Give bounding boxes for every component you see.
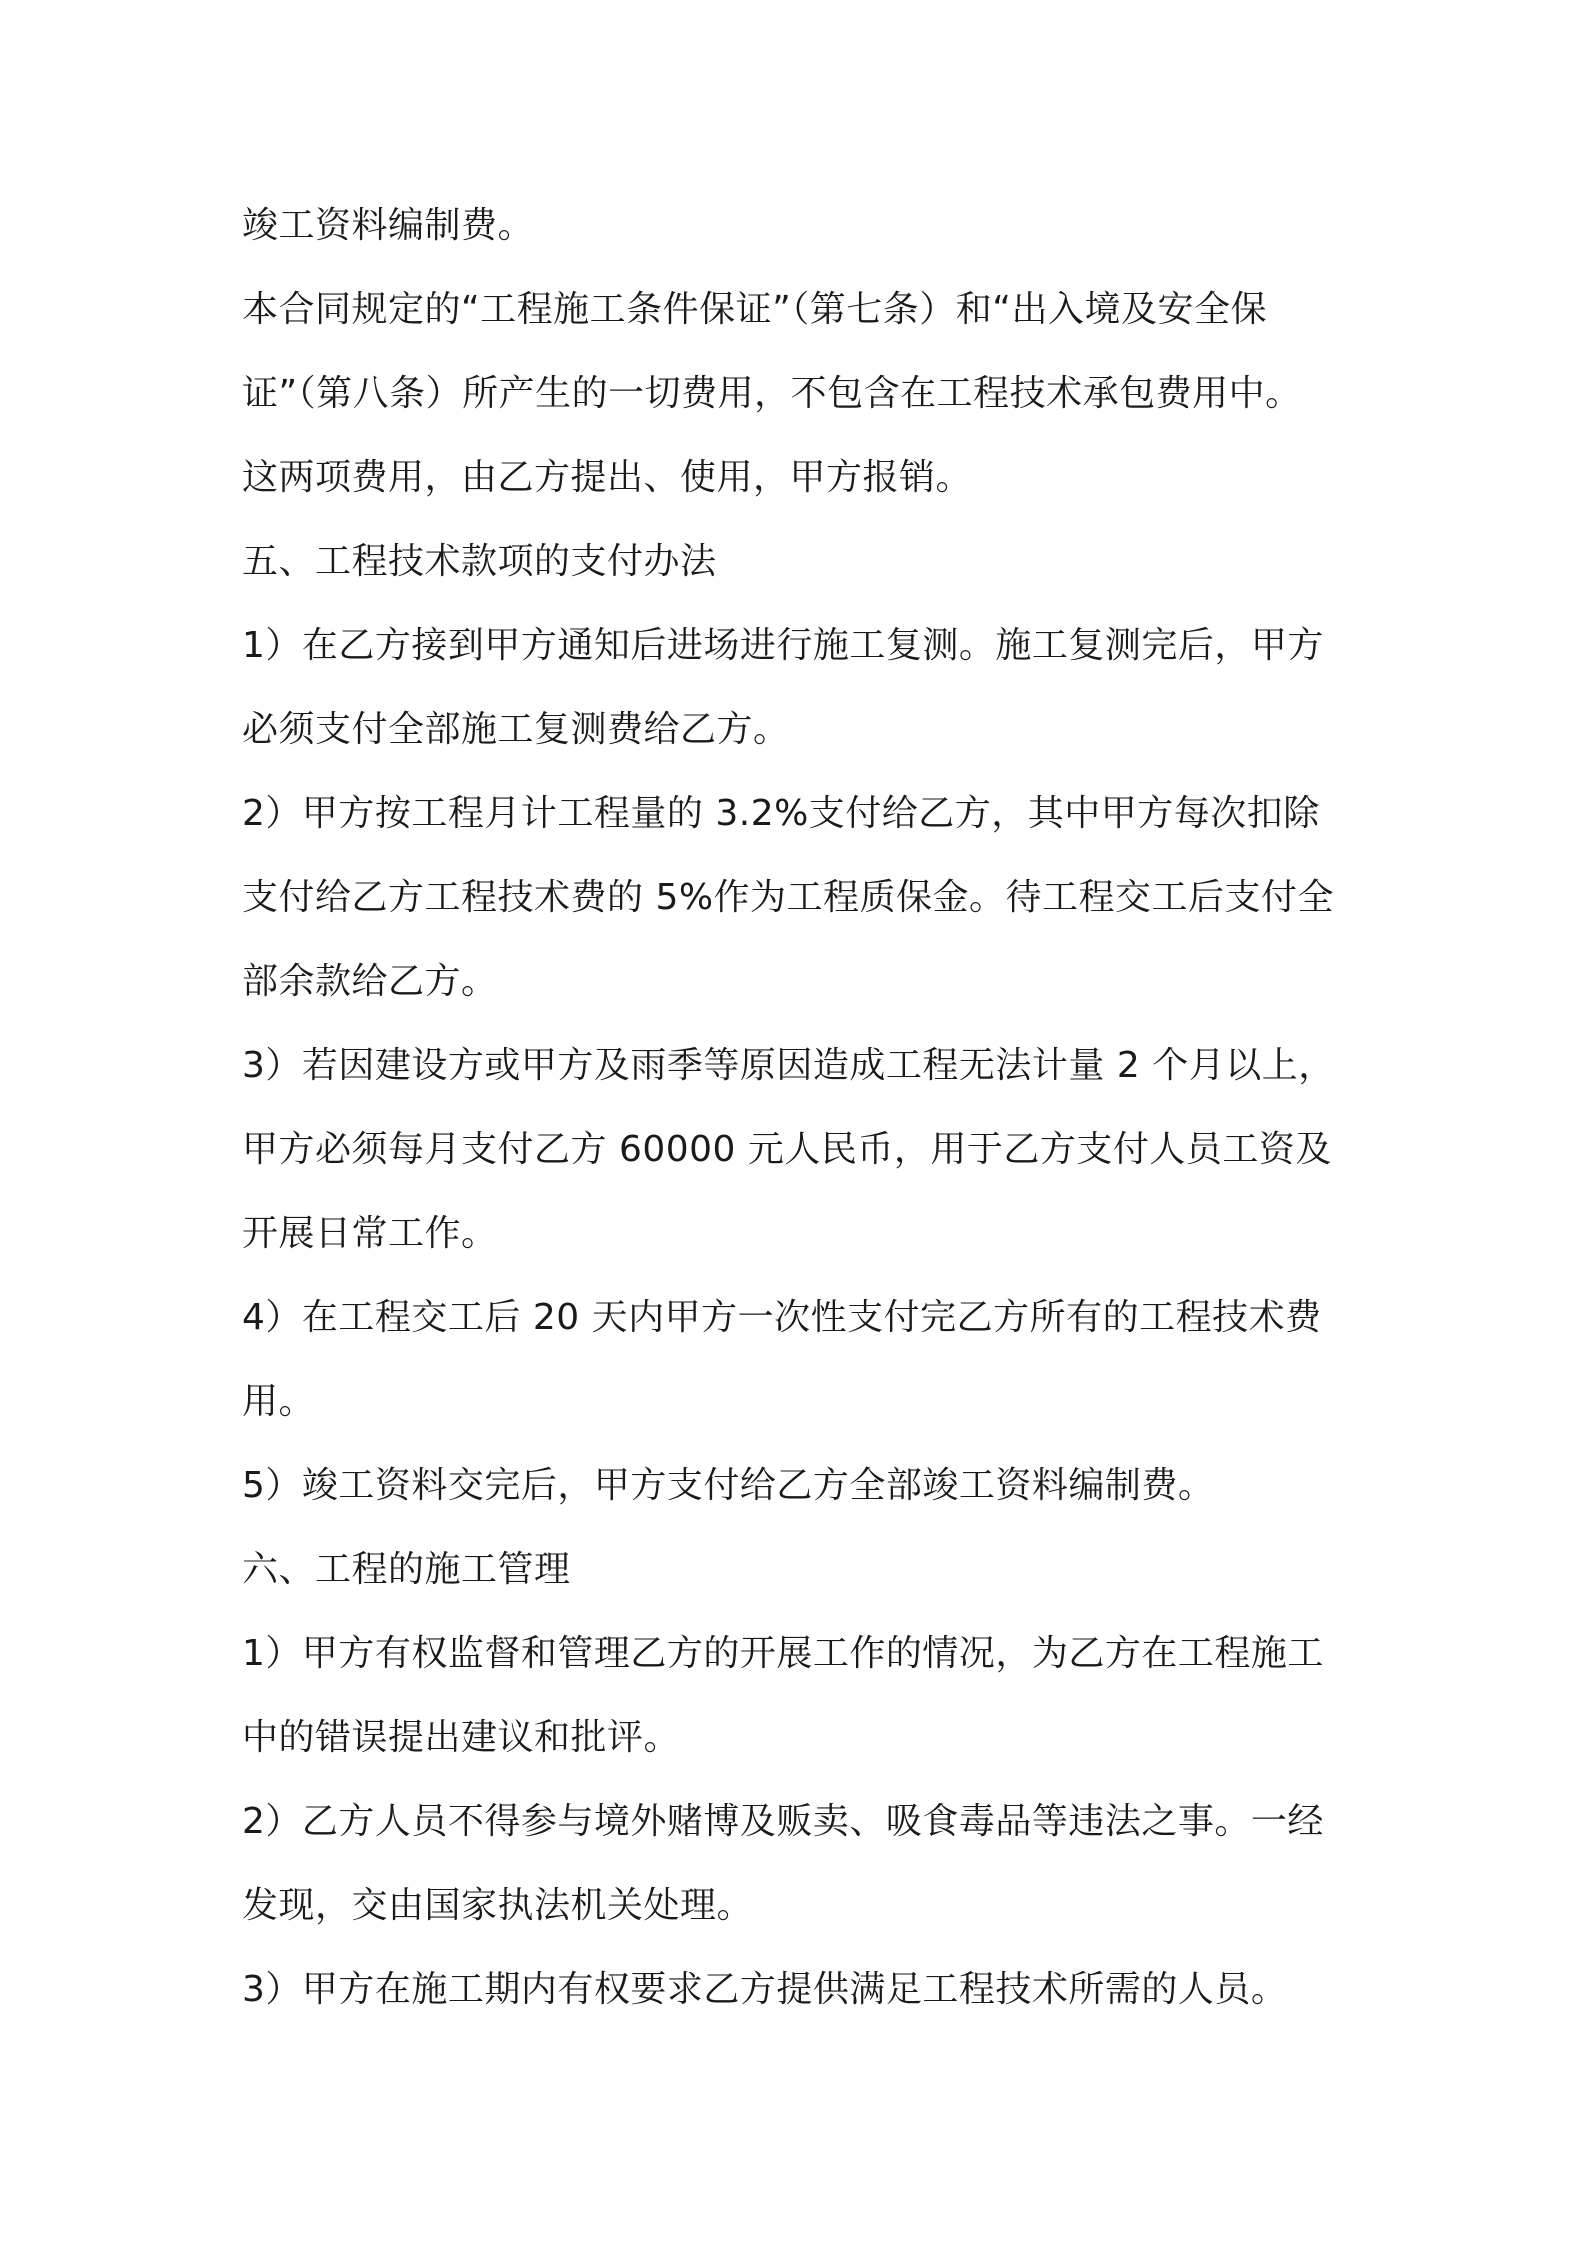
text-line-11: 3）若因建设方或甲方及雨季等原因造成工程无法计量 2 个月以上，	[242, 1045, 1335, 1086]
text-line-18: 1）甲方有权监督和管理乙方的开展工作的情况，为乙方在工程施工	[242, 1633, 1324, 1674]
document-page	[242, 204, 1362, 2052]
text-line-12: 甲方必须每月支付乙方 60000 元人民币，用于乙方支付人员工资及	[242, 1129, 1332, 1170]
text-line-6: 1）在乙方接到甲方通知后进场进行施工复测。施工复测完后，甲方	[242, 625, 1324, 666]
text-line-21: 发现，交由国家执法机关处理。	[242, 1885, 754, 1926]
text-line-13: 开展日常工作。	[242, 1213, 498, 1254]
text-line-4: 这两项费用，由乙方提出、使用，甲方报销。	[242, 457, 973, 498]
text-line-7: 必须支付全部施工复测费给乙方。	[242, 709, 790, 750]
text-line-8: 2）甲方按工程月计工程量的 3.2%支付给乙方，其中甲方每次扣除	[242, 793, 1320, 834]
text-line-10: 部余款给乙方。	[242, 961, 498, 1002]
text-line-1: 竣工资料编制费。	[242, 205, 535, 246]
text-line-15: 用。	[242, 1381, 316, 1422]
text-line-19: 中的错误提出建议和批评。	[242, 1717, 681, 1758]
section-heading-6: 六、工程的施工管理	[242, 1549, 571, 1590]
text-line-16: 5）竣工资料交完后，甲方支付给乙方全部竣工资料编制费。	[242, 1465, 1215, 1506]
section-heading-5: 五、工程技术款项的支付办法	[242, 541, 717, 582]
text-line-14: 4）在工程交工后 20 天内甲方一次性支付完乙方所有的工程技术费	[242, 1297, 1322, 1338]
text-line-20: 2）乙方人员不得参与境外赌博及贩卖、吸食毒品等违法之事。一经	[242, 1801, 1324, 1842]
text-line-2: 本合同规定的“工程施工条件保证”（第七条）和“出入境及安全保	[242, 289, 1267, 330]
text-line-3: 证”（第八条）所产生的一切费用，不包含在工程技术承包费用中。	[242, 373, 1302, 414]
text-line-22: 3）甲方在施工期内有权要求乙方提供满足工程技术所需的人员。	[242, 1969, 1288, 2010]
text-line-9: 支付给乙方工程技术费的 5%作为工程质保金。待工程交工后支付全	[242, 877, 1335, 918]
